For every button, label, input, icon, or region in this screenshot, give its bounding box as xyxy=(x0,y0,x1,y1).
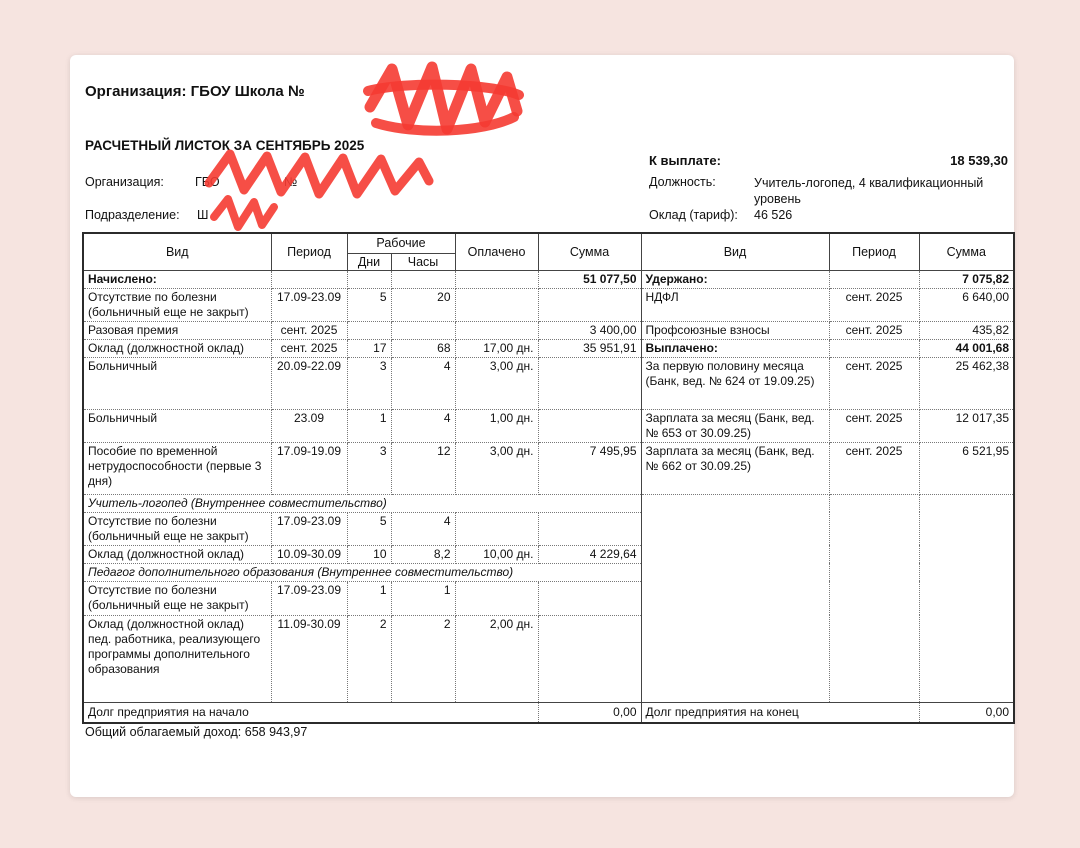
cell-sum: 7 495,95 xyxy=(538,442,641,494)
cell-sum-right: 12 017,35 xyxy=(919,409,1014,442)
cell-vid: Оклад (должностной оклад) xyxy=(83,339,271,357)
cell-sum-right: 44 001,68 xyxy=(919,339,1014,357)
cell-vid: Больничный xyxy=(83,357,271,409)
cell-hours: 4 xyxy=(391,409,455,442)
division-label: Подразделение: xyxy=(85,208,180,222)
redaction-scribble xyxy=(209,154,429,194)
cell-vid-right: За первую половину месяца (Банк, вед. № 624 от 19.09.25) xyxy=(641,357,829,409)
redaction-scribble xyxy=(209,196,277,233)
cell-sum-right: 6 521,95 xyxy=(919,442,1014,494)
cell-paid xyxy=(455,270,538,288)
organization-title: Организация: ГБОУ Школа № xyxy=(85,83,305,100)
cell-hours: 68 xyxy=(391,339,455,357)
taxable-income-total: Общий облагаемый доход: 658 943,97 xyxy=(85,725,308,739)
cell-days: 5 xyxy=(347,288,391,321)
cell-sum xyxy=(538,357,641,409)
footer-right-label: Долг предприятия на конец xyxy=(641,702,919,723)
cell-period: 11.09-30.09 xyxy=(271,615,347,702)
cell-paid: 2,00 дн. xyxy=(455,615,538,702)
section-row-label: Учитель-логопед (Внутреннее совместительство) xyxy=(83,494,641,512)
cell-period: 20.09-22.09 xyxy=(271,357,347,409)
cell-hours: 12 xyxy=(391,442,455,494)
cell-period-right: сент. 2025 xyxy=(829,288,919,321)
col-header-working: Рабочие xyxy=(347,233,455,253)
cell-hours: 2 xyxy=(391,615,455,702)
cell-sum-right: 25 462,38 xyxy=(919,357,1014,409)
cell-vid-right: Зарплата за месяц (Банк, вед. № 653 от 30.09.25) xyxy=(641,409,829,442)
cell-sum-right: 7 075,82 xyxy=(919,270,1014,288)
cell-vid-right: Зарплата за месяц (Банк, вед. № 662 от 30.09.25) xyxy=(641,442,829,494)
cell-sum xyxy=(538,581,641,615)
payslip-table xyxy=(82,232,1015,724)
cell-paid xyxy=(455,512,538,545)
footer-left-label: Долг предприятия на начало xyxy=(83,702,538,723)
division-value: Ш xyxy=(197,208,209,222)
table-row xyxy=(83,321,1014,339)
cell-hours: 20 xyxy=(391,288,455,321)
table-footer-row xyxy=(83,702,1014,723)
redaction-scribble xyxy=(214,199,274,227)
redaction-scribble xyxy=(366,65,523,139)
empty-cell xyxy=(641,494,829,702)
payslip-document xyxy=(70,55,1014,797)
table-row xyxy=(83,357,1014,409)
cell-paid xyxy=(455,581,538,615)
cell-paid: 3,00 дн. xyxy=(455,442,538,494)
cell-paid: 17,00 дн. xyxy=(455,339,538,357)
col-header-vid-right: Вид xyxy=(641,233,829,270)
payout-row xyxy=(649,153,1008,168)
cell-period-right xyxy=(829,270,919,288)
cell-period xyxy=(271,270,347,288)
redaction-scribble xyxy=(370,67,517,129)
cell-days xyxy=(347,270,391,288)
payslip-title: РАСЧЕТНЫЙ ЛИСТОК ЗА СЕНТЯБРЬ 2025 xyxy=(85,138,365,153)
cell-days: 1 xyxy=(347,581,391,615)
col-header-hours: Часы xyxy=(391,253,455,270)
cell-vid: Отсутствие по болезни (больничный еще не закрыт) xyxy=(83,581,271,615)
cell-hours: 8,2 xyxy=(391,545,455,563)
cell-period: 17.09-23.09 xyxy=(271,581,347,615)
payout-label: К выплате: xyxy=(649,153,721,168)
cell-days: 5 xyxy=(347,512,391,545)
cell-hours: 1 xyxy=(391,581,455,615)
cell-period: 17.09-23.09 xyxy=(271,512,347,545)
table-row xyxy=(83,270,1014,288)
cell-sum xyxy=(538,288,641,321)
cell-sum xyxy=(538,512,641,545)
cell-period-right: сент. 2025 xyxy=(829,442,919,494)
cell-hours xyxy=(391,321,455,339)
cell-vid: Оклад (должностной оклад) пед. работника, реализующего программы дополнительного образования xyxy=(83,615,271,702)
cell-sum: 35 951,91 xyxy=(538,339,641,357)
cell-vid: Отсутствие по болезни (больничный еще не закрыт) xyxy=(83,512,271,545)
cell-vid-right: Выплачено: xyxy=(641,339,829,357)
cell-vid: Больничный xyxy=(83,409,271,442)
table-row xyxy=(83,409,1014,442)
cell-vid: Пособие по временной нетрудоспособности (первые 3 дня) xyxy=(83,442,271,494)
cell-period: 17.09-19.09 xyxy=(271,442,347,494)
cell-days: 17 xyxy=(347,339,391,357)
org-value: ГБО xyxy=(195,175,220,189)
col-header-paid: Оплачено xyxy=(455,233,538,270)
cell-period-right: сент. 2025 xyxy=(829,409,919,442)
cell-vid: Начислено: xyxy=(83,270,271,288)
cell-vid: Отсутствие по болезни (больничный еще не закрыт) xyxy=(83,288,271,321)
cell-hours: 4 xyxy=(391,357,455,409)
cell-sum: 51 077,50 xyxy=(538,270,641,288)
cell-vid-right: Профсоюзные взносы xyxy=(641,321,829,339)
cell-period: 10.09-30.09 xyxy=(271,545,347,563)
cell-vid-right: НДФЛ xyxy=(641,288,829,321)
col-header-days: Дни xyxy=(347,253,391,270)
table-row xyxy=(83,442,1014,494)
col-header-period-right: Период xyxy=(829,233,919,270)
table-row xyxy=(83,494,1014,512)
redaction-scribble xyxy=(235,181,279,212)
position-value: Учитель-логопед, 4 квалификационный уровень xyxy=(754,176,984,206)
table-row xyxy=(83,288,1014,321)
cell-vid-right: Удержано: xyxy=(641,270,829,288)
cell-paid xyxy=(455,321,538,339)
tariff-label: Оклад (тариф): xyxy=(649,208,738,222)
cell-period: сент. 2025 xyxy=(271,339,347,357)
col-header-period: Период xyxy=(271,233,347,270)
empty-cell xyxy=(919,494,1014,702)
org-value-suffix: № xyxy=(284,175,298,189)
cell-days: 10 xyxy=(347,545,391,563)
redaction-scribble xyxy=(368,85,519,95)
cell-days xyxy=(347,321,391,339)
col-header-vid: Вид xyxy=(83,233,271,270)
section-row-label: Педагог дополнительного образования (Внутреннее совместительство) xyxy=(83,563,641,581)
cell-days: 3 xyxy=(347,442,391,494)
cell-period: сент. 2025 xyxy=(271,321,347,339)
cell-period: 23.09 xyxy=(271,409,347,442)
footer-right-value: 0,00 xyxy=(919,702,1014,723)
cell-period: 17.09-23.09 xyxy=(271,288,347,321)
cell-sum: 4 229,64 xyxy=(538,545,641,563)
footer-left-value: 0,00 xyxy=(538,702,641,723)
cell-period-right: сент. 2025 xyxy=(829,321,919,339)
position-label: Должность: xyxy=(649,175,716,189)
empty-cell xyxy=(829,494,919,702)
org-label: Организация: xyxy=(85,175,164,189)
cell-hours: 4 xyxy=(391,512,455,545)
cell-paid: 3,00 дн. xyxy=(455,357,538,409)
cell-paid: 1,00 дн. xyxy=(455,409,538,442)
cell-period-right: сент. 2025 xyxy=(829,357,919,409)
payout-value: 18 539,30 xyxy=(950,153,1008,168)
cell-sum: 3 400,00 xyxy=(538,321,641,339)
redaction-scribble xyxy=(294,171,369,200)
col-header-sum-right: Сумма xyxy=(919,233,1014,270)
cell-days: 1 xyxy=(347,409,391,442)
col-header-sum: Сумма xyxy=(538,233,641,270)
cell-days: 2 xyxy=(347,615,391,702)
redaction-scribble xyxy=(204,153,435,200)
cell-sum-right: 6 640,00 xyxy=(919,288,1014,321)
cell-paid xyxy=(455,288,538,321)
cell-vid: Оклад (должностной оклад) xyxy=(83,545,271,563)
redaction-scribble xyxy=(376,117,514,131)
cell-period-right xyxy=(829,339,919,357)
cell-sum xyxy=(538,615,641,702)
cell-days: 3 xyxy=(347,357,391,409)
cell-paid: 10,00 дн. xyxy=(455,545,538,563)
cell-sum-right: 435,82 xyxy=(919,321,1014,339)
cell-vid: Разовая премия xyxy=(83,321,271,339)
cell-sum xyxy=(538,409,641,442)
tariff-value: 46 526 xyxy=(754,208,793,222)
table-row xyxy=(83,339,1014,357)
cell-hours xyxy=(391,270,455,288)
